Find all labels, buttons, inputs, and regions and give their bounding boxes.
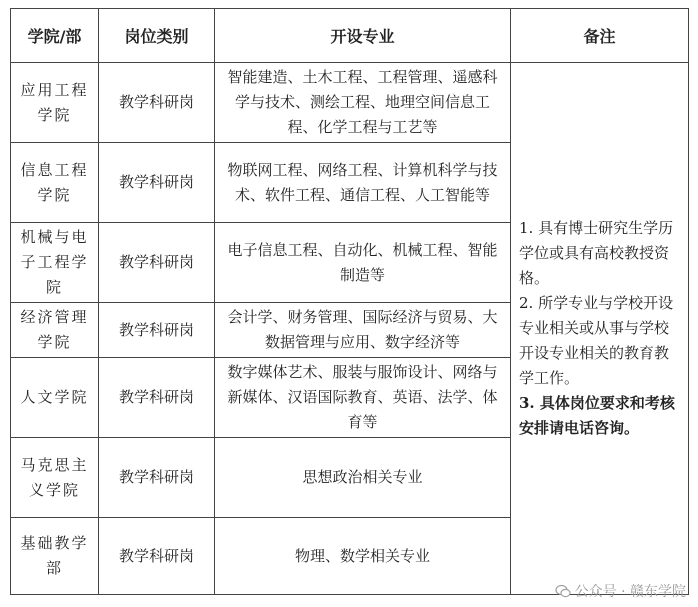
note-item: 3. 具体岗位要求和考核安排请电话咨询。: [519, 394, 675, 437]
notes-cell: [511, 63, 689, 595]
position-type-cell: 教学科研岗: [99, 303, 215, 358]
header-notes: 备注: [511, 9, 689, 63]
recruitment-table: [10, 8, 689, 595]
majors-cell: 思想政治相关专业: [215, 438, 511, 518]
note-item: 2. 所学专业与学校开设专业相关或从事与学校开设专业相关的教育教学工作。: [519, 294, 674, 387]
table-header-row: [11, 9, 689, 63]
majors-cell: 数字媒体艺术、服装与服饰设计、网络与新媒体、汉语国际教育、英语、法学、体育等: [215, 358, 511, 438]
college-cell: 机械与电子工程学院: [11, 223, 99, 303]
table-row: [11, 63, 689, 143]
position-type-cell: 教学科研岗: [99, 358, 215, 438]
position-type-cell: 教学科研岗: [99, 143, 215, 223]
position-type-cell: 教学科研岗: [99, 518, 215, 595]
college-cell: 信息工程学院: [11, 143, 99, 223]
college-cell: 马克思主义学院: [11, 438, 99, 518]
college-cell: 人文学院: [11, 358, 99, 438]
position-type-cell: 教学科研岗: [99, 223, 215, 303]
college-cell: 经济管理学院: [11, 303, 99, 358]
position-type-cell: 教学科研岗: [99, 438, 215, 518]
header-college: 学院/部: [11, 9, 99, 63]
watermark-text: 公众号 · 赣东学院: [574, 584, 686, 600]
wechat-icon: [555, 583, 571, 599]
note-item: 1. 具有博士研究生学历学位或具有高校教授资格。: [519, 219, 674, 287]
majors-cell: 会计学、财务管理、国际经济与贸易、大数据管理与应用、数字经济等: [215, 303, 511, 358]
college-cell: 基础教学部: [11, 518, 99, 595]
position-type-cell: 教学科研岗: [99, 63, 215, 143]
majors-cell: 智能建造、土木工程、工程管理、遥感科学与技术、测绘工程、地理空间信息工程、化学工程与工艺等: [215, 63, 511, 143]
header-majors: 开设专业: [215, 9, 511, 63]
majors-cell: 物理、数学相关专业: [215, 518, 511, 595]
header-position-type: 岗位类别: [99, 9, 215, 63]
majors-cell: 电子信息工程、自动化、机械工程、智能制造等: [215, 223, 511, 303]
majors-cell: 物联网工程、网络工程、计算机科学与技术、软件工程、通信工程、人工智能等: [215, 143, 511, 223]
watermark: [555, 581, 686, 601]
college-cell: 应用工程学院: [11, 63, 99, 143]
